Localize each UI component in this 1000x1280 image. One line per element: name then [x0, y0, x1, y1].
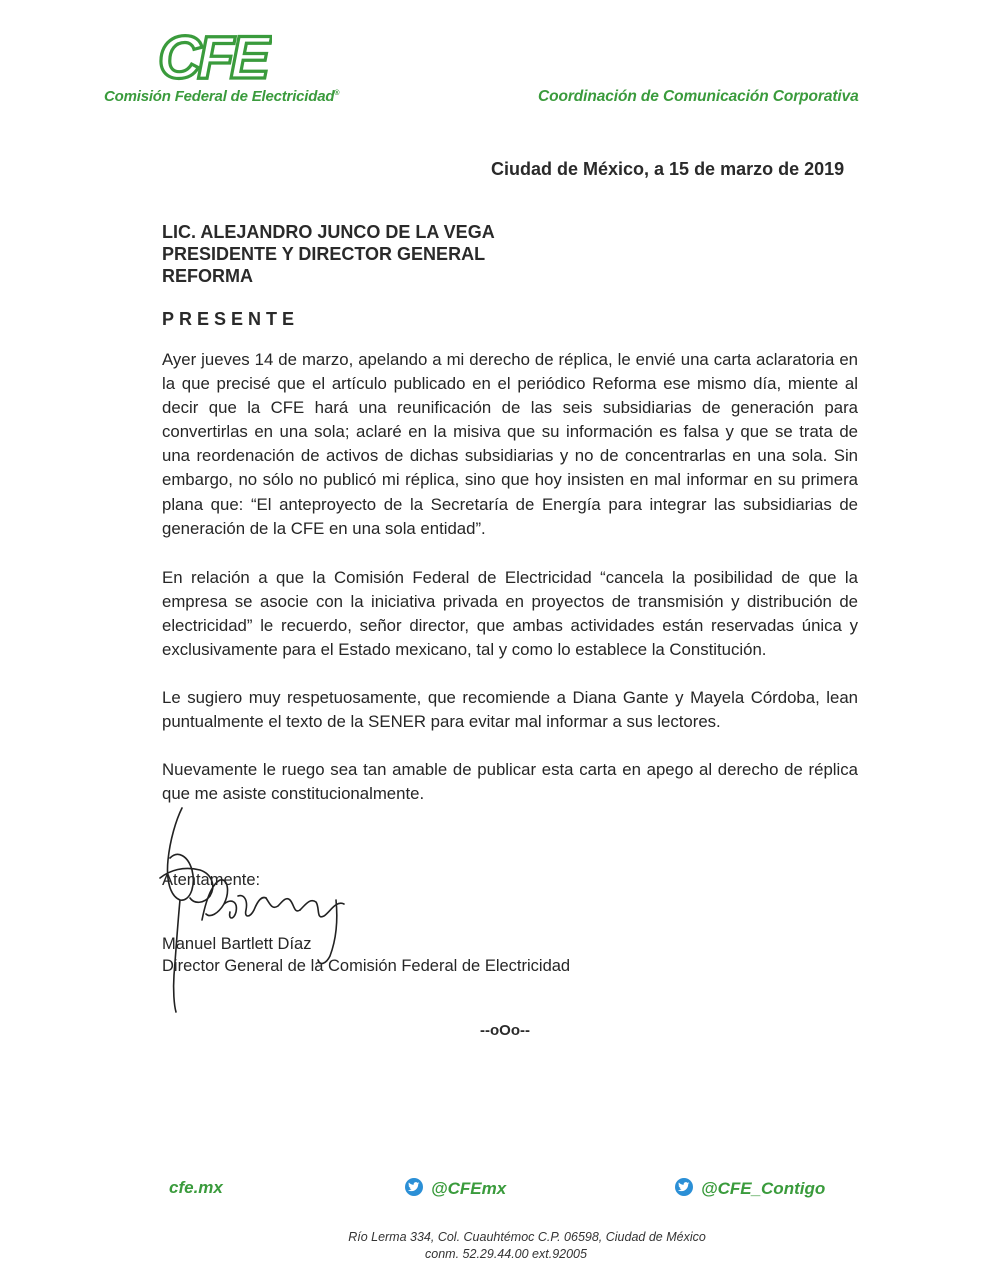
recipient-name: LIC. ALEJANDRO JUNCO DE LA VEGA — [162, 222, 495, 242]
signer-name: Manuel Bartlett Díaz — [162, 935, 312, 953]
letter-date: Ciudad de México, a 15 de marzo de 2019 — [491, 159, 845, 179]
salutation: PRESENTE — [162, 309, 300, 329]
address-line-2: conm. 52.29.44.00 ext.92005 — [425, 1247, 587, 1261]
address-line-1: Río Lerma 334, Col. Cuauhtémoc C.P. 06598, Ciudad de México — [348, 1230, 706, 1244]
end-mark: --oOo-- — [480, 1022, 530, 1039]
footer-twitter-link-1[interactable]: @CFEmx — [405, 1178, 506, 1199]
body-paragraph-1: Ayer jueves 14 de marzo, apelando a mi derecho de réplica, le envié una carta aclaratoria en la que precisé que el artículo publicado en el periódico Reforma ese mismo día, miente al decir que la CFE hará una reunificación de las seis subsidiarias de generación para convertirlas en una sola; aclaré en la misiva que su información es falsa y que se trata de una reordenación de activos de dichas subsidiarias y no de concentrarlas en una sola. Sin embargo, no sólo no publicó mi réplica, sino que hoy insisten en mal informar en su primera plana que: “El anteproyecto de la Secretaría de Energía para integrar las subsidiarias de generación de la CFE en una sola entidad”. — [162, 350, 858, 538]
handwritten-signature — [140, 800, 370, 1020]
recipient-organization: REFORMA — [162, 266, 253, 286]
body-paragraph-4: Nuevamente le ruego sea tan amable de publicar esta carta en apego al derecho de réplica que me asiste constitucionalmente. — [162, 760, 858, 804]
cfe-logo — [152, 26, 272, 88]
twitter-bird-icon — [675, 1178, 693, 1196]
body-paragraph-2: En relación a que la Comisión Federal de Electricidad “cancela la posibilidad de que la empresa se asocie con la iniciativa privada en proyectos de transmisión y distribución de electricidad” le recuerdo, señor director, que ambas actividades están reservadas única y exclusivamente para el Estado mexicano, tal y como lo establece la Constitución. — [162, 568, 858, 660]
svg-text:CFE: CFE — [158, 26, 266, 88]
recipient-block — [162, 221, 495, 287]
closing: Atentamente: — [162, 871, 261, 889]
footer-address — [0, 1229, 1000, 1263]
recipient-position: PRESIDENTE Y DIRECTOR GENERAL — [162, 244, 486, 264]
body-paragraph-3: Le sugiero muy respetuosamente, que recomiende a Diana Gante y Mayela Córdoba, lean puntualmente el texto de la SENER para evitar mal informar a sus lectores. — [162, 688, 858, 732]
department-name: Coordinación de Comunicación Corporativa — [538, 88, 859, 105]
organization-name: Comisión Federal de Electricidad® — [104, 88, 340, 105]
signer-title: Director General de la Comisión Federal de Electricidad — [162, 957, 571, 975]
twitter-bird-icon — [405, 1178, 423, 1196]
letterhead-logo — [104, 26, 344, 110]
footer-website-link[interactable]: cfe.mx — [169, 1178, 223, 1197]
footer-twitter-link-2[interactable]: @CFE_Contigo — [675, 1178, 825, 1199]
